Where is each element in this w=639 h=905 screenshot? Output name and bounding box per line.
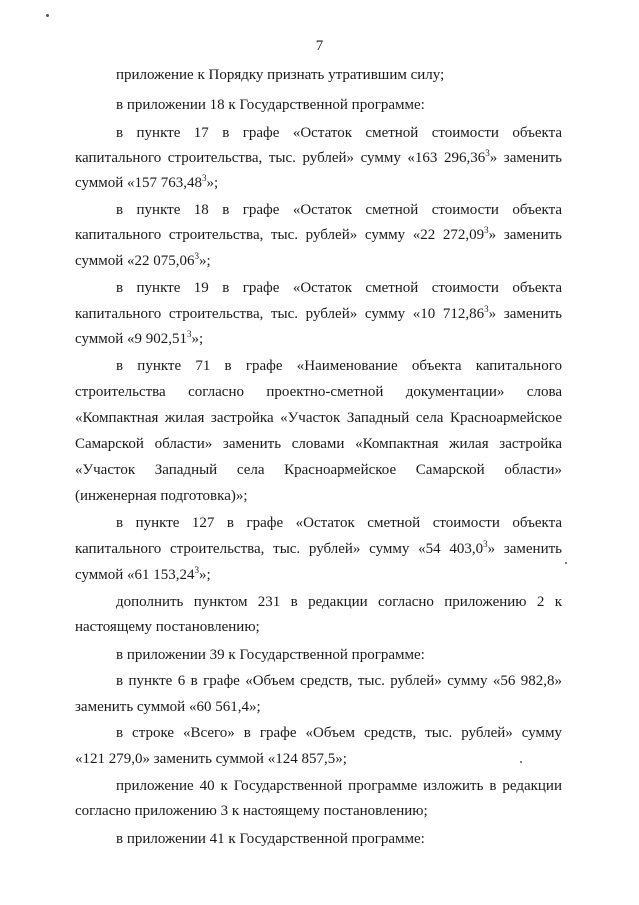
text-line: суммой «9 902,51$^3$»; (75, 329, 204, 347)
text-line: суммой «61 153,24$^3$»; (75, 565, 211, 583)
text-line: заменить суммой «60 561,4»; (75, 699, 261, 715)
text-line: в приложении 18 к Государственной программе: (116, 97, 425, 113)
text-line: капитального строительства, тыс. рублей» сумму «163 296,36$^3$» заменить (75, 148, 562, 166)
text-line: в строке «Всего» в графе «Объем средств, тыс. рублей» сумму (116, 725, 562, 741)
text-line: суммой «22 075,06$^3$»; (75, 251, 211, 269)
text-line: настоящему постановлению; (75, 619, 260, 635)
text-line: суммой «157 763,48$^3$»; (75, 173, 219, 191)
text-line: Самарской области» заменить словами «Компактная жилая застройка (75, 436, 562, 452)
text-line: «Компактная жилая застройка «Участок Западный села Красноармейское (75, 410, 562, 426)
text-line: в пункте 127 в графе «Остаток сметной стоимости объекта (116, 515, 562, 531)
page-number: 7 (315, 38, 324, 54)
text-line: «Участок Западный села Красноармейское Самарской области» (75, 462, 562, 478)
text-line: в пункте 17 в графе «Остаток сметной стоимости объекта (116, 125, 562, 141)
text-line: строительства согласно проектно-сметной документации» слова (75, 384, 562, 400)
text-line: капитального строительства, тыс. рублей» сумму «22 272,09$^3$» заменить (75, 225, 563, 243)
text-line: в пункте 18 в графе «Остаток сметной стоимости объекта (116, 202, 562, 218)
text-line: в пункте 19 в графе «Остаток сметной стоимости объекта (116, 280, 562, 296)
text-line: капитального строительства, тыс. рублей» сумму «54 403,0$^3$» заменить (75, 539, 562, 557)
scan-speck (520, 761, 522, 763)
text-line: «121 279,0» заменить суммой «124 857,5»; (75, 751, 347, 767)
text-line: в пункте 6 в графе «Объем средств, тыс. рублей» сумму «56 982,8» (116, 673, 562, 689)
text-line: приложение 40 к Государственной программе изложить в редакции (116, 778, 562, 794)
text-line: согласно приложению 3 к настоящему постановлению; (75, 803, 428, 819)
text-line: в приложении 41 к Государственной программе: (116, 831, 425, 847)
text-line: в приложении 39 к Государственной программе: (116, 647, 425, 663)
scan-speck (46, 14, 49, 17)
text-line: капитального строительства, тыс. рублей» сумму «10 712,86$^3$» заменить (75, 304, 563, 322)
text-line: в пункте 71 в графе «Наименование объекта капитального (116, 358, 562, 374)
text-line: приложение к Порядку признать утратившим силу; (116, 67, 445, 83)
scan-speck (565, 562, 567, 564)
text-line: дополнить пунктом 231 в редакции согласно приложению 2 к (116, 594, 562, 610)
text-line: (инженерная подготовка)»; (75, 488, 248, 504)
